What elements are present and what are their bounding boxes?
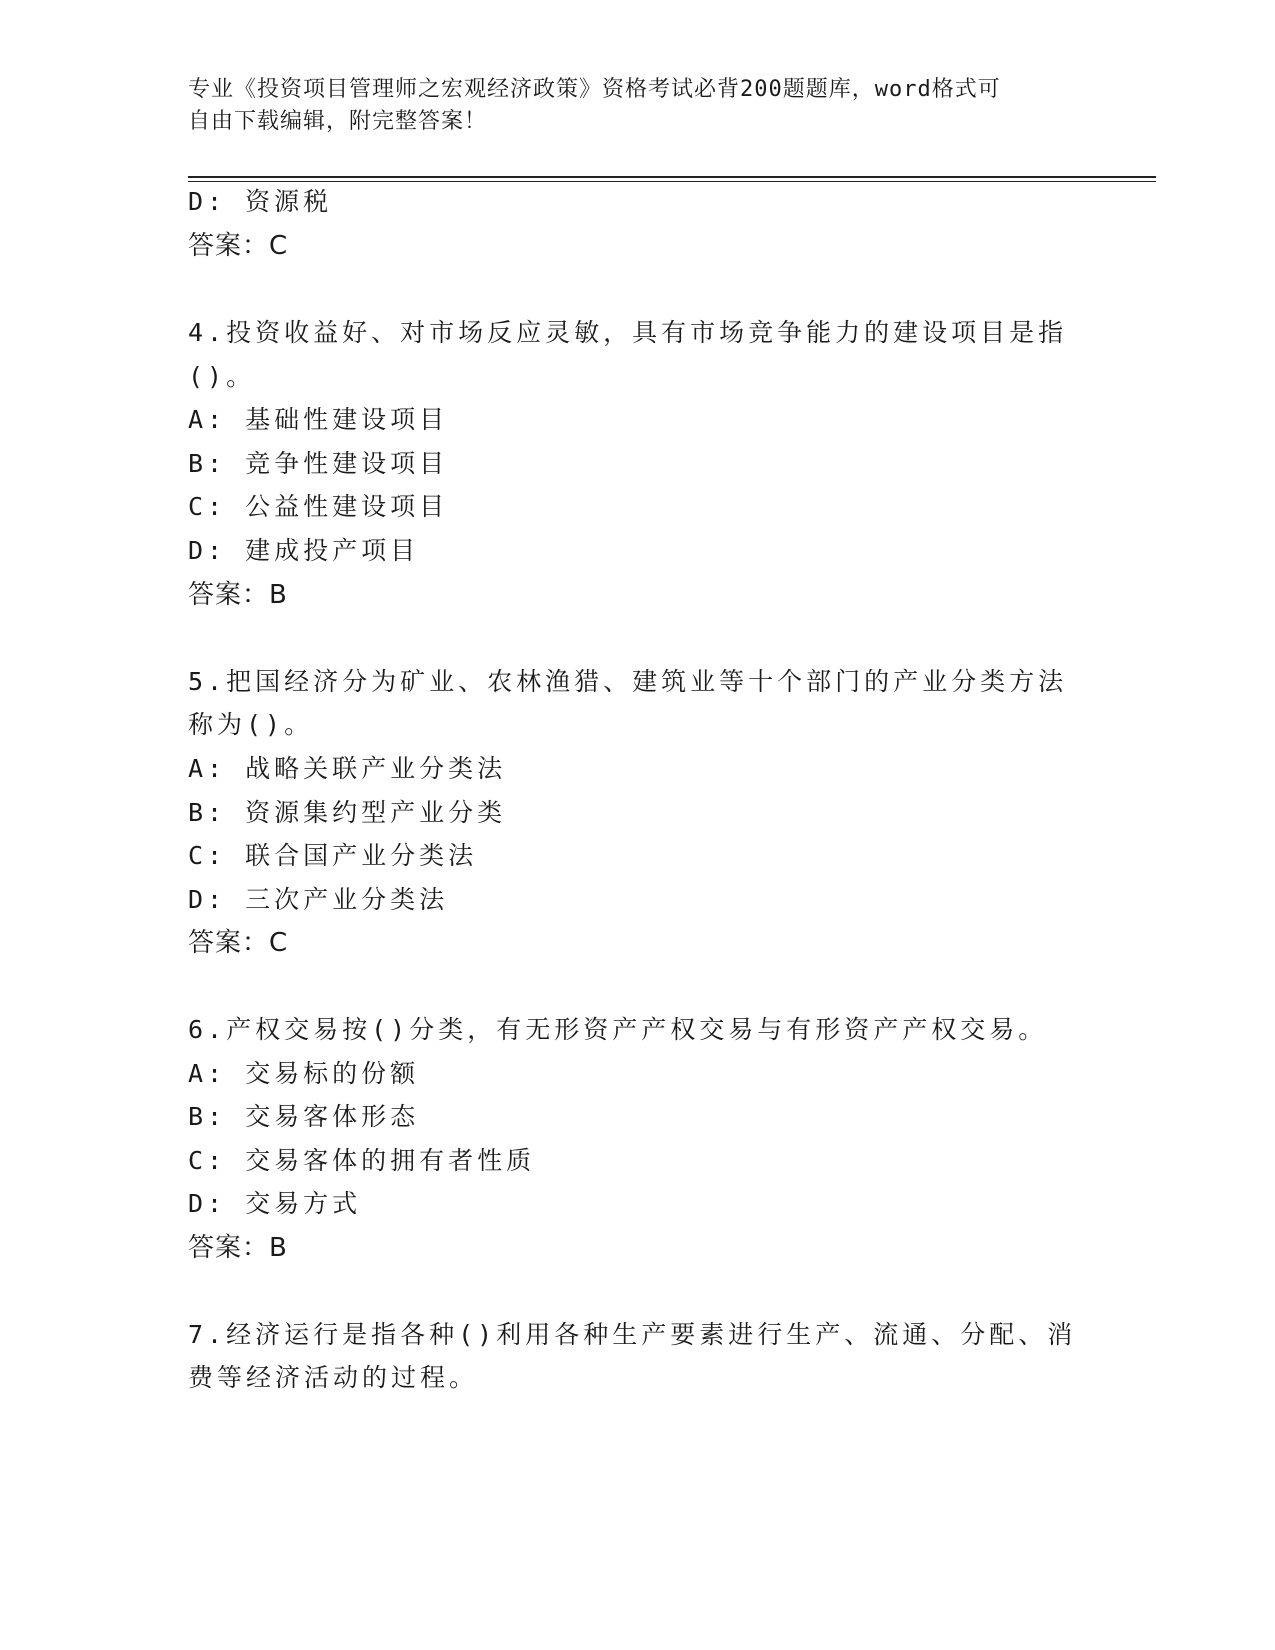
q6-option-a: A: 交易标的份额 (188, 1059, 420, 1088)
q4-option-a: A: 基础性建设项目 (188, 405, 449, 434)
q6-option-b: B: 交易客体形态 (188, 1102, 420, 1131)
q3-option-d: D: 资源税 (188, 187, 333, 216)
q6-option-c: C: 交易客体的拥有者性质 (188, 1146, 536, 1175)
q5-option-b: B: 资源集约型产业分类 (188, 798, 507, 827)
q4-stem-line-2: ()。 (188, 362, 256, 391)
header-divider-thin (188, 181, 1156, 182)
header-line-2: 自由下载编辑，附完整答案！ (188, 109, 488, 134)
q5-stem-line-1: 5.把国经济分为矿业、农林渔猎、建筑业等十个部门的产业分类方法 (188, 667, 1068, 696)
q4-option-d: D: 建成投产项目 (188, 536, 420, 565)
q6-answer: 答案：B (188, 1233, 288, 1263)
q6-stem-line-1: 6.产权交易按()分类，有无形资产产权交易与有形资产产权交易。 (188, 1015, 1048, 1044)
q5-answer: 答案：C (188, 928, 289, 958)
q5-option-a: A: 战略关联产业分类法 (188, 754, 507, 783)
q4-answer: 答案：B (188, 580, 288, 610)
header-line-1: 专业《投资项目管理师之宏观经济政策》资格考试必背200题题库，word格式可 (188, 77, 1001, 102)
q7-stem-line-2: 费等经济活动的过程。 (188, 1363, 479, 1392)
q3-answer: 答案：C (188, 231, 289, 261)
header-divider-thick (188, 176, 1156, 178)
q5-option-d: D: 三次产业分类法 (188, 885, 449, 914)
q4-option-c: C: 公益性建设项目 (188, 492, 449, 521)
q6-option-d: D: 交易方式 (188, 1189, 362, 1218)
q5-option-c: C: 联合国产业分类法 (188, 841, 478, 870)
q4-option-b: B: 竞争性建设项目 (188, 449, 449, 478)
q7-stem-line-1: 7.经济运行是指各种()利用各种生产要素进行生产、流通、分配、消 (188, 1320, 1077, 1349)
q5-stem-line-2: 称为()。 (188, 710, 314, 739)
q4-stem-line-1: 4.投资收益好、对市场反应灵敏，具有市场竞争能力的建设项目是指 (188, 318, 1068, 347)
document-header (188, 74, 1088, 138)
